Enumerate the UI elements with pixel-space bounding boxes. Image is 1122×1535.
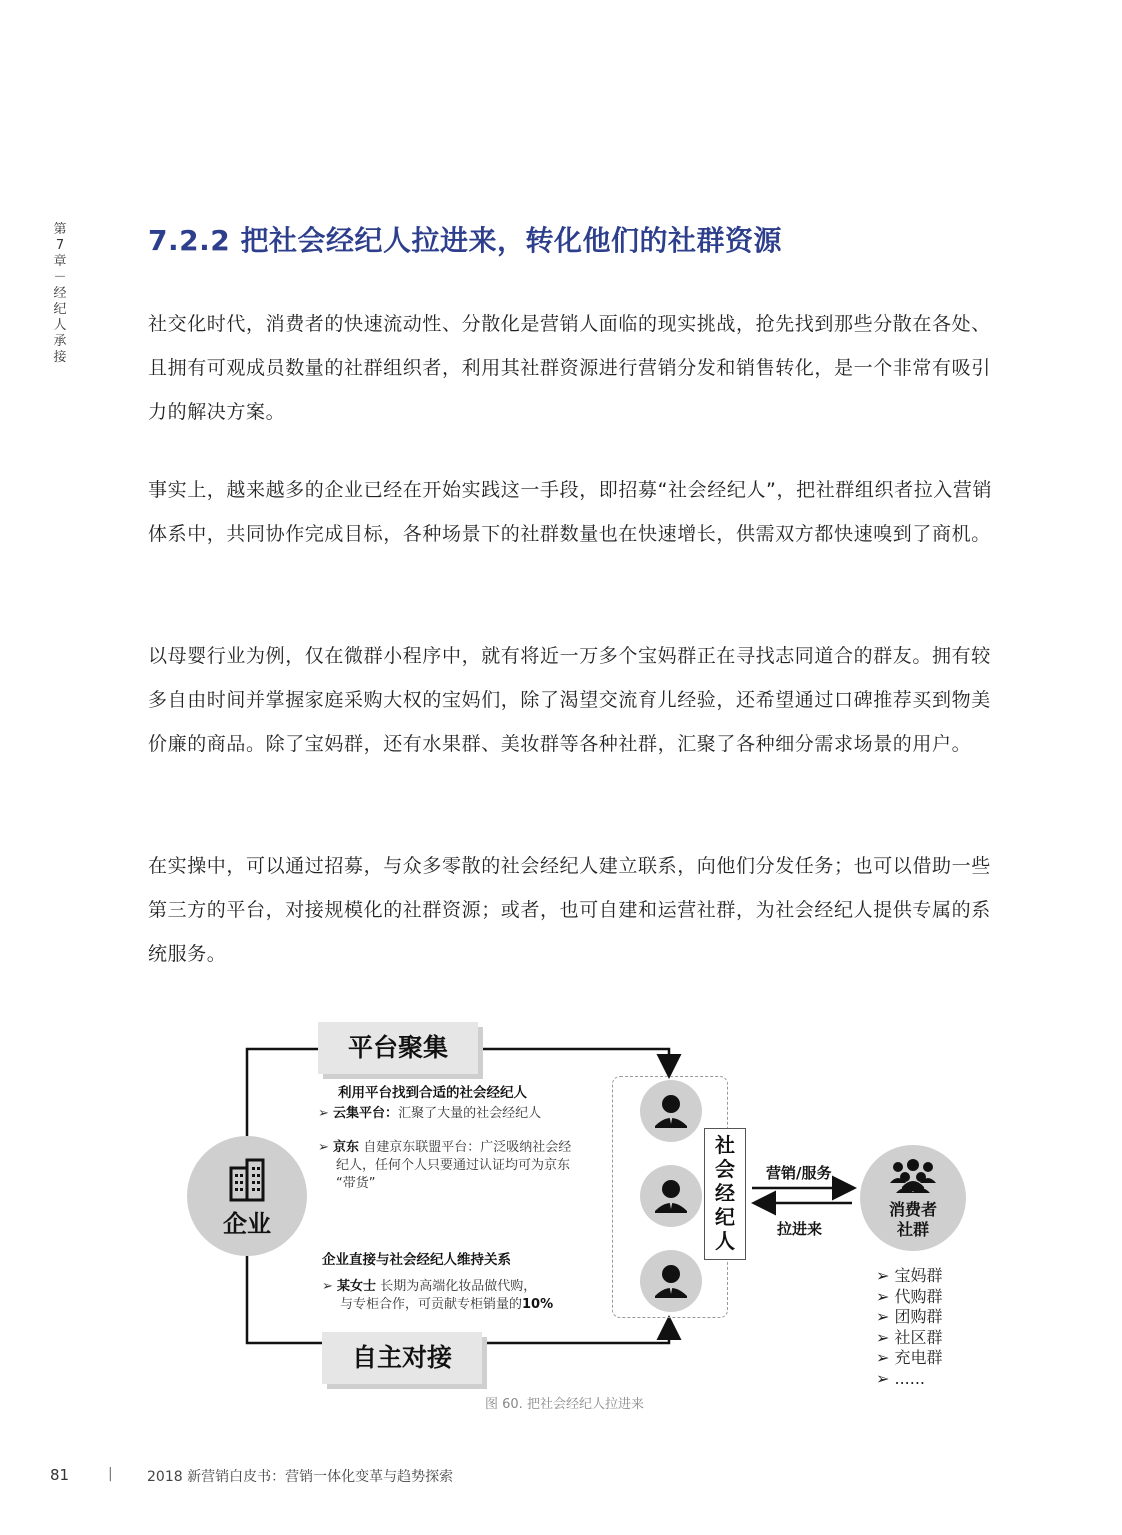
- crowd-icon: [888, 1157, 938, 1193]
- agent-char: 经: [715, 1181, 735, 1205]
- list-item: [876, 1307, 943, 1328]
- bullet-ms-line2: [322, 1296, 602, 1314]
- bullet-jd: [318, 1139, 608, 1193]
- consumer-line1: 消费者: [888, 1200, 937, 1219]
- bullet-yunji: [318, 1105, 608, 1123]
- bullet-ms-line2-a: 与专柜合作，可贡献专柜销量的: [340, 1297, 523, 1312]
- bullet-yunji-bold: 云集平台：: [333, 1106, 399, 1121]
- group-item: 团购群: [894, 1307, 943, 1326]
- enterprise-node: [187, 1136, 307, 1256]
- bullet-mark: ➢: [318, 1106, 329, 1121]
- bullet-mark: ➢: [876, 1368, 890, 1388]
- bullet-jd-line2: 纪人，任何个人只要通过认证均可为京东: [336, 1158, 571, 1173]
- group-list: [876, 1266, 943, 1389]
- consumer-line2: 社群: [896, 1220, 929, 1239]
- bullet-jd-bold: 京东: [333, 1140, 360, 1155]
- agent-char: 会: [715, 1157, 735, 1181]
- bullet-jd-line3: “带货”: [336, 1176, 376, 1191]
- bullet-ms-text: 长期为高端化妆品做代购，: [376, 1279, 537, 1294]
- bullet-mark: ➢: [318, 1140, 329, 1155]
- bullet-ms-line2-b: 10%: [522, 1297, 554, 1312]
- list-item: [876, 1328, 943, 1349]
- bullet-mark: ➢: [876, 1286, 890, 1306]
- paragraph-1: 社交化时代，消费者的快速流动性、分散化是营销人面临的现实挑战，抢先找到那些分散在各处、且拥有可观成员数量的社群组织者，利用其社群资源进行营销分发和销售转化，是一个非常有吸引力的解决方案。: [148, 313, 991, 423]
- paragraph-3: 以母婴行业为例，仅在微群小程序中，就有将近一万多个宝妈群正在寻找志同道合的群友。拥有较多自由时间并掌握家庭采购大权的宝妈们，除了渴望交流育儿经验，还希望通过口碑推荐买到物美价廉的商品。除了宝妈群，还有水果群、美妆群等各种社群，汇聚了各种细分需求场景的用户。: [148, 645, 991, 755]
- bullet-ms-bold: 某女士: [337, 1279, 377, 1294]
- building-icon: [227, 1158, 267, 1202]
- platform-section-title: 利用平台找到合适的社会经纪人: [338, 1085, 527, 1101]
- footer-title: 2018 新营销白皮书：营销一体化变革与趋势探索: [147, 1469, 454, 1485]
- bullet-mark: ➢: [876, 1327, 890, 1347]
- pull-in-label: 拉进来: [777, 1220, 823, 1238]
- consumer-label: [860, 1200, 966, 1240]
- top-flow-line: [247, 1049, 318, 1136]
- bullet-ms: [322, 1278, 602, 1314]
- figure-caption: 图 60. 把社会经纪人拉进来: [485, 1397, 644, 1412]
- group-item: 社区群: [894, 1327, 943, 1347]
- list-item: [876, 1287, 943, 1308]
- group-item: 代购群: [894, 1286, 943, 1306]
- group-item: 充电群: [894, 1348, 943, 1367]
- bullet-mark: ➢: [322, 1279, 333, 1294]
- chapter-side-label: 第7章－经纪人承接: [53, 222, 67, 365]
- direct-section-title: 企业直接与社会经纪人维持关系: [322, 1252, 511, 1268]
- bullet-mark: ➢: [876, 1266, 890, 1285]
- person-icon: [640, 1250, 702, 1312]
- page-number: 81: [50, 1466, 70, 1484]
- platform-gather-tab: 平台聚集: [318, 1022, 478, 1074]
- section-heading: 7.2.2 把社会经纪人拉进来，转化他们的社群资源: [148, 224, 782, 257]
- footer-separator: |: [108, 1466, 113, 1482]
- bottom-flow-line: [247, 1256, 322, 1343]
- top-flow-arrow: [478, 1049, 669, 1074]
- list-item: [876, 1348, 943, 1369]
- self-connect-tab: 自主对接: [322, 1332, 482, 1384]
- person-icon: [640, 1080, 702, 1142]
- bottom-flow-arrow: [482, 1320, 669, 1343]
- bullet-mark: ➢: [876, 1307, 890, 1326]
- agent-char: 人: [715, 1229, 735, 1253]
- person-silhouette: [640, 1165, 702, 1227]
- bullet-yunji-text: 汇聚了大量的社会经纪人: [398, 1106, 542, 1121]
- bullet-jd-text: 自建京东联盟平台：广泛吸纳社会经: [359, 1140, 572, 1155]
- group-item: ......: [894, 1368, 926, 1388]
- list-item: [876, 1369, 943, 1390]
- person-silhouette: [640, 1250, 702, 1312]
- paragraph-2: 事实上，越来越多的企业已经在开始实践这一手段，即招募“社会经纪人”，把社群组织者拉入营销体系中，共同协作完成目标，各种场景下的社群数量也在快速增长，供需双方都快速嗅到了商机。: [148, 479, 993, 545]
- person-icon: [640, 1165, 702, 1227]
- social-agent-box: [704, 1128, 746, 1260]
- consumer-community-node: [860, 1145, 966, 1251]
- marketing-service-label: 营销/服务: [766, 1164, 832, 1182]
- agent-char: 纪: [715, 1205, 735, 1229]
- agent-char: 社: [715, 1133, 735, 1157]
- group-item: 宝妈群: [894, 1266, 943, 1285]
- paragraph-4: 在实操中，可以通过招募，与众多零散的社会经纪人建立联系，向他们分发任务；也可以借助一些第三方的平台，对接规模化的社群资源；或者，也可自建和运营社群，为社会经纪人提供专属的系统服务。: [148, 855, 991, 965]
- list-item: [876, 1266, 943, 1287]
- person-silhouette: [640, 1080, 702, 1142]
- enterprise-label: 企业: [223, 1210, 271, 1238]
- bullet-mark: ➢: [876, 1348, 890, 1367]
